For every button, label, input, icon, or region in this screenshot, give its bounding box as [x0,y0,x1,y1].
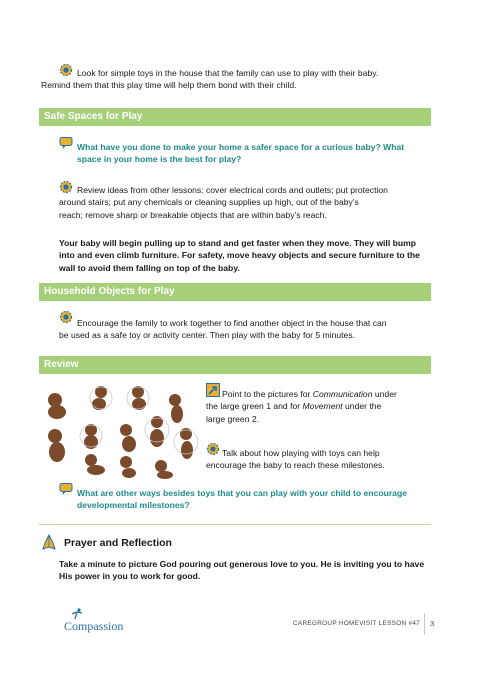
section-bar-safe-spaces: Safe Spaces for Play [39,108,431,126]
intro-text: Look for simple toys in the house that the family can use to play with their baby. Remind them that this play time will help them bond with their child. [41,68,379,91]
review-talk-text: Talk about how playing with toys can help encourage the baby to reach these milestones. [206,448,385,471]
household-text: Encourage the family to work together to find another object in the house that can be used as a safe toy or activity center. Then play with the baby for 5 minutes. [59,318,387,341]
prayer-divider [39,524,431,525]
safe-review-text: Review ideas from other lessons: cover electrical cords and outlets; put protection around stairs; put any chemicals or cleaning supplies up high, out of the baby’s reach; remove sharp or breakable objects that are within baby’s reach. [59,185,388,220]
section-bar-review: Review [39,356,431,374]
page-number: 3 [430,619,435,628]
speech-bubble-icon [59,136,73,150]
review-question: What are other ways besides toys that you can play with your child to encourage developmental milestones? [77,488,407,511]
safe-question: What have you done to make your home a safer space for a curious baby? What space in your home is the best for play? [77,142,405,165]
footer-lesson: CAREGROUP HOMEVISIT LESSON #47 [293,620,421,627]
footer-separator [424,613,425,635]
praying-hands-icon [41,534,57,550]
review-point-text: Point to the pictures for Communication under the large green 1 and for Movement under the large green 2. [206,389,397,424]
babies-illustration [41,378,199,480]
safe-bold-text: Your baby will begin pulling up to stand and get faster when they move. They will bump into and even climb furniture. For safety, move heavy objects and secure furniture to the wall to avoid them falling on top of the baby. [59,238,420,273]
prayer-title: Prayer and Reflection [64,537,172,549]
compassion-logo: Compassion [64,619,124,633]
speech-bubble-icon [59,482,73,496]
prayer-text: Take a minute to picture God pouring out generous love to you. He is inviting you to have His power in you to work for good. [59,559,425,582]
section-bar-household: Household Objects for Play [39,283,431,301]
